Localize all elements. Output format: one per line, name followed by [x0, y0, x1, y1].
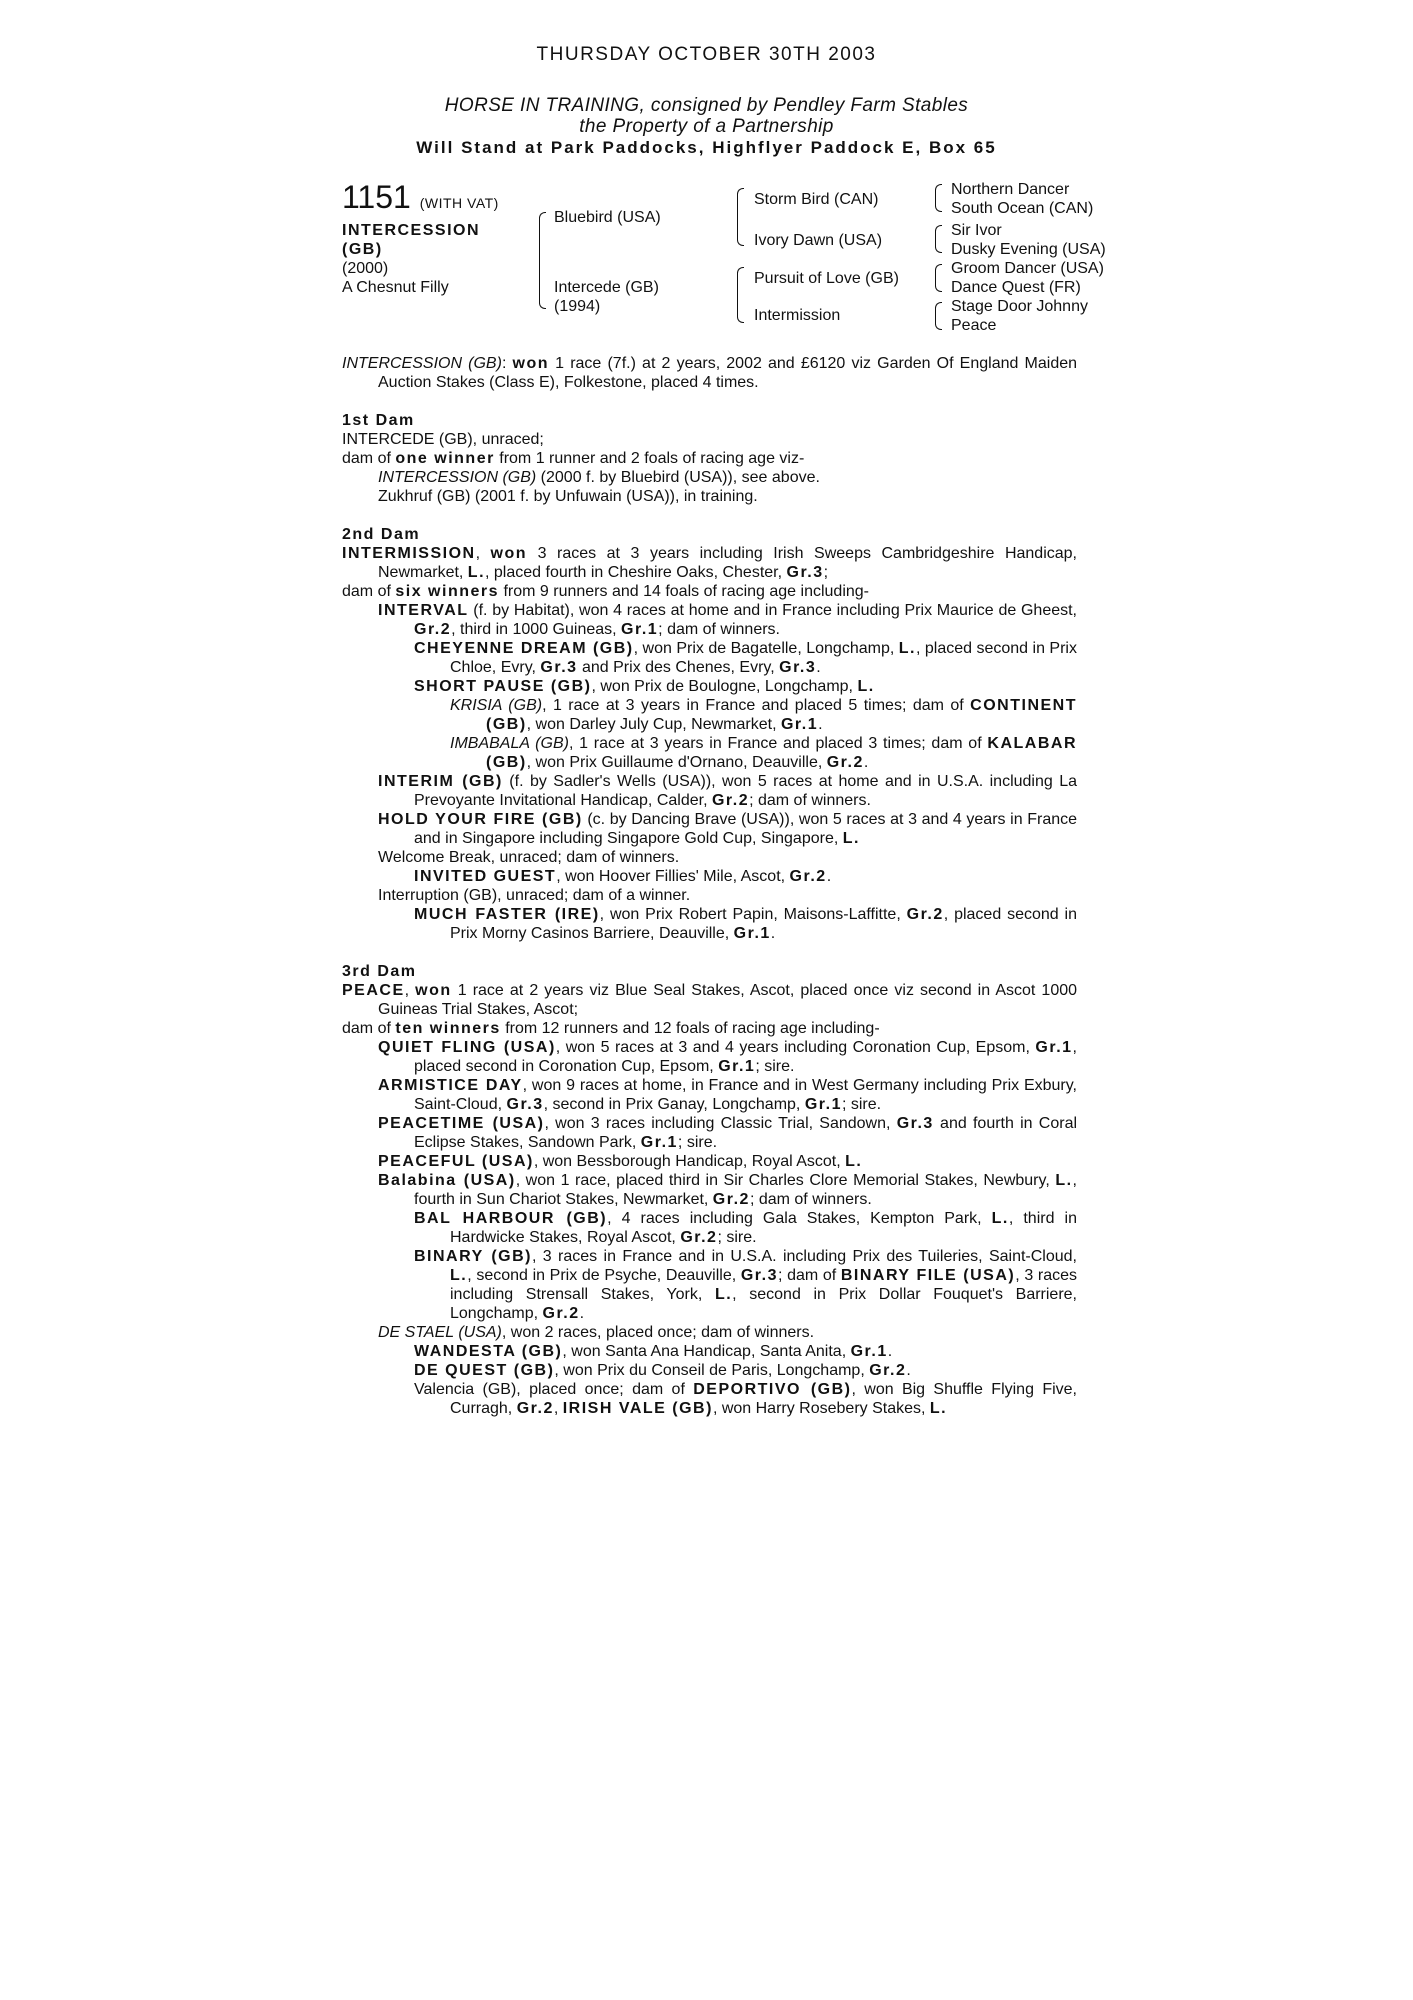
list-item: SHORT PAUSE (GB), won Prix de Boulogne, Longchamp, L.	[414, 678, 875, 695]
list-item: INTERVAL (f. by Habitat), won 4 races at home and in France including Prix Maurice de Gheest, Gr.2, third in 1000 Guineas, Gr.1; dam of winners.	[378, 602, 1077, 638]
dam-dam: Intermission	[754, 307, 841, 324]
list-item: IMBABALA (GB), 1 race at 3 years in France and placed 3 times; dam of KALABAR (GB), won Prix Guillaume d'Ornano, Deauville, Gr.2.	[450, 735, 1078, 771]
second-dam-record: INTERMISSION, won 3 races at 3 years including Irish Sweeps Cambridgeshire Handicap, Newmarket, L., placed fourth in Cheshire Oaks, Chester, Gr.3;	[342, 545, 1078, 581]
catalogue-body	[342, 354, 1077, 1418]
dam-year: (1994)	[554, 298, 601, 315]
third-dam-heading: 3rd Dam	[342, 963, 417, 980]
sire-dam: Ivory Dawn (USA)	[754, 232, 883, 249]
list-item: Balabina (USA), won 1 race, placed third in Sir Charles Clore Memorial Stakes, Newbury, L., fourth in Sun Chariot Stakes, Newmarket, Gr.2; dam of winners.	[378, 1172, 1077, 1208]
list-item: Interruption (GB), unraced; dam of a winner.	[378, 887, 691, 904]
gg-5: Groom Dancer (USA)	[951, 260, 1104, 277]
list-item: WANDESTA (GB), won Santa Ana Handicap, Santa Anita, Gr.1.	[414, 1343, 893, 1360]
pedigree-brace-6	[935, 264, 942, 292]
gg-4: Dusky Evening (USA)	[951, 241, 1106, 258]
pedigree-brace-1	[539, 212, 546, 309]
list-item: QUIET FLING (USA), won 5 races at 3 and 4 years including Coronation Cup, Epsom, Gr.1, placed second in Coronation Cup, Epsom, Gr.1; sire.	[378, 1039, 1077, 1075]
first-dam-heading: 1st Dam	[342, 412, 415, 429]
second-dam-heading: 2nd Dam	[342, 526, 421, 543]
list-item: Valencia (GB), placed once; dam of DEPORTIVO (GB), won Big Shuffle Flying Five, Curragh, Gr.2, IRISH VALE (GB), won Harry Rosebery Stakes, L.	[414, 1381, 1077, 1417]
first-dam-produce: dam of one winner from 1 runner and 2 foals of racing age viz-	[342, 450, 805, 467]
list-item: PEACEFUL (USA), won Bessborough Handicap, Royal Ascot, L.	[378, 1153, 863, 1170]
pedigree-brace-5	[935, 225, 942, 253]
third-dam-produce: dam of ten winners from 12 runners and 12 foals of racing age including-	[342, 1020, 880, 1037]
dam-sire: Pursuit of Love (GB)	[754, 270, 899, 287]
list-item: DE STAEL (USA), won 2 races, placed once; dam of winners.	[378, 1324, 815, 1341]
list-item: BINARY (GB), 3 races in France and in U.S.A. including Prix des Tuileries, Saint-Cloud, L., second in Prix de Psyche, Deauville, Gr.3; dam of BINARY FILE (USA), 3 races including Strensall Stakes, York, L., second in Prix Dollar Fouquet's Barriere, Longchamp, Gr.2.	[414, 1248, 1078, 1322]
third-dam-record: PEACE, won 1 race at 2 years viz Blue Seal Stakes, Ascot, placed once viz second in Ascot 1000 Guineas Trial Stakes, Ascot;	[342, 982, 1078, 1018]
pedigree-brace-2	[737, 188, 744, 246]
location-line: Will Stand at Park Paddocks, Highflyer Paddock E, Box 65	[416, 138, 997, 157]
list-item: PEACETIME (USA), won 3 races including Classic Trial, Sandown, Gr.3 and fourth in Coral Eclipse Stakes, Sandown Park, Gr.1; sire.	[378, 1115, 1078, 1151]
race-record: INTERCESSION (GB): won 1 race (7f.) at 2 years, 2002 and £6120 viz Garden Of England Maiden Auction Stakes (Class E), Folkestone, placed 4 times.	[342, 355, 1078, 391]
list-item: INTERIM (GB) (f. by Sadler's Wells (USA)), won 5 races at home and in U.S.A. including La Prevoyante Invitational Handicap, Calder, Gr.2; dam of winners.	[378, 773, 1078, 809]
list-item: HOLD YOUR FIRE (GB) (c. by Dancing Brave (USA)), won 5 races at 3 and 4 years in France and in Singapore including Singapore Gold Cup, Singapore, L.	[378, 811, 1078, 847]
horse-name: INTERCESSION	[342, 222, 481, 239]
list-item: DE QUEST (GB), won Prix du Conseil de Paris, Longchamp, Gr.2.	[414, 1362, 911, 1379]
sire: Bluebird (USA)	[554, 209, 661, 226]
first-dam-foal: Zukhruf (GB) (2001 f. by Unfuwain (USA)), in training.	[378, 488, 758, 505]
horse-origin: (GB)	[342, 241, 383, 258]
pedigree-brace-4	[935, 184, 942, 212]
gg-7: Stage Door Johnny	[951, 298, 1088, 315]
consignor-line: HORSE IN TRAINING, consigned by Pendley Farm Stables	[444, 95, 969, 116]
list-item: CHEYENNE DREAM (GB), won Prix de Bagatelle, Longchamp, L., placed second in Prix Chloe, Evry, Gr.3 and Prix des Chenes, Evry, Gr.3.	[414, 640, 1077, 676]
list-item: Welcome Break, unraced; dam of winners.	[378, 849, 680, 866]
first-dam-line: INTERCEDE (GB), unraced;	[342, 431, 544, 448]
list-item: ARMISTICE DAY, won 9 races at home, in France and in West Germany including Prix Exbury, Saint-Cloud, Gr.3, second in Prix Ganay, Longchamp, Gr.1; sire.	[378, 1077, 1078, 1113]
pedigree-brace-7	[935, 302, 942, 330]
gg-6: Dance Quest (FR)	[951, 279, 1081, 296]
gg-2: South Ocean (CAN)	[951, 200, 1094, 217]
gg-1: Northern Dancer	[951, 181, 1070, 198]
dam: Intercede (GB)	[554, 279, 659, 296]
gg-3: Sir Ivor	[951, 222, 1002, 239]
vat-note: (WITH VAT)	[419, 195, 499, 211]
list-item: INVITED GUEST, won Hoover Fillies' Mile, Ascot, Gr.2.	[414, 868, 832, 885]
second-dam-produce: dam of six winners from 9 runners and 14 foals of racing age including-	[342, 583, 870, 600]
gg-8: Peace	[951, 317, 997, 334]
list-item: KRISIA (GB), 1 race at 3 years in France and placed 5 times; dam of CONTINENT (GB), won Darley July Cup, Newmarket, Gr.1.	[450, 697, 1077, 733]
pedigree-brace-3	[737, 267, 744, 323]
lot-number: 1151 (WITH VAT)	[342, 179, 499, 215]
horse-year: (2000)	[342, 260, 389, 277]
first-dam-foal: INTERCESSION (GB) (2000 f. by Bluebird (USA)), see above.	[378, 469, 820, 486]
list-item: MUCH FASTER (IRE), won Prix Robert Papin, Maisons-Laffitte, Gr.2, placed second in Prix Morny Casinos Barriere, Deauville, Gr.1.	[414, 906, 1077, 942]
property-line: the Property of a Partnership	[579, 116, 834, 137]
sire-sire: Storm Bird (CAN)	[754, 191, 879, 208]
list-item: BAL HARBOUR (GB), 4 races including Gala Stakes, Kempton Park, L., third in Hardwicke Stakes, Royal Ascot, Gr.2; sire.	[414, 1210, 1077, 1246]
sale-date: THURSDAY OCTOBER 30TH 2003	[536, 44, 877, 65]
horse-description: A Chesnut Filly	[342, 279, 449, 296]
